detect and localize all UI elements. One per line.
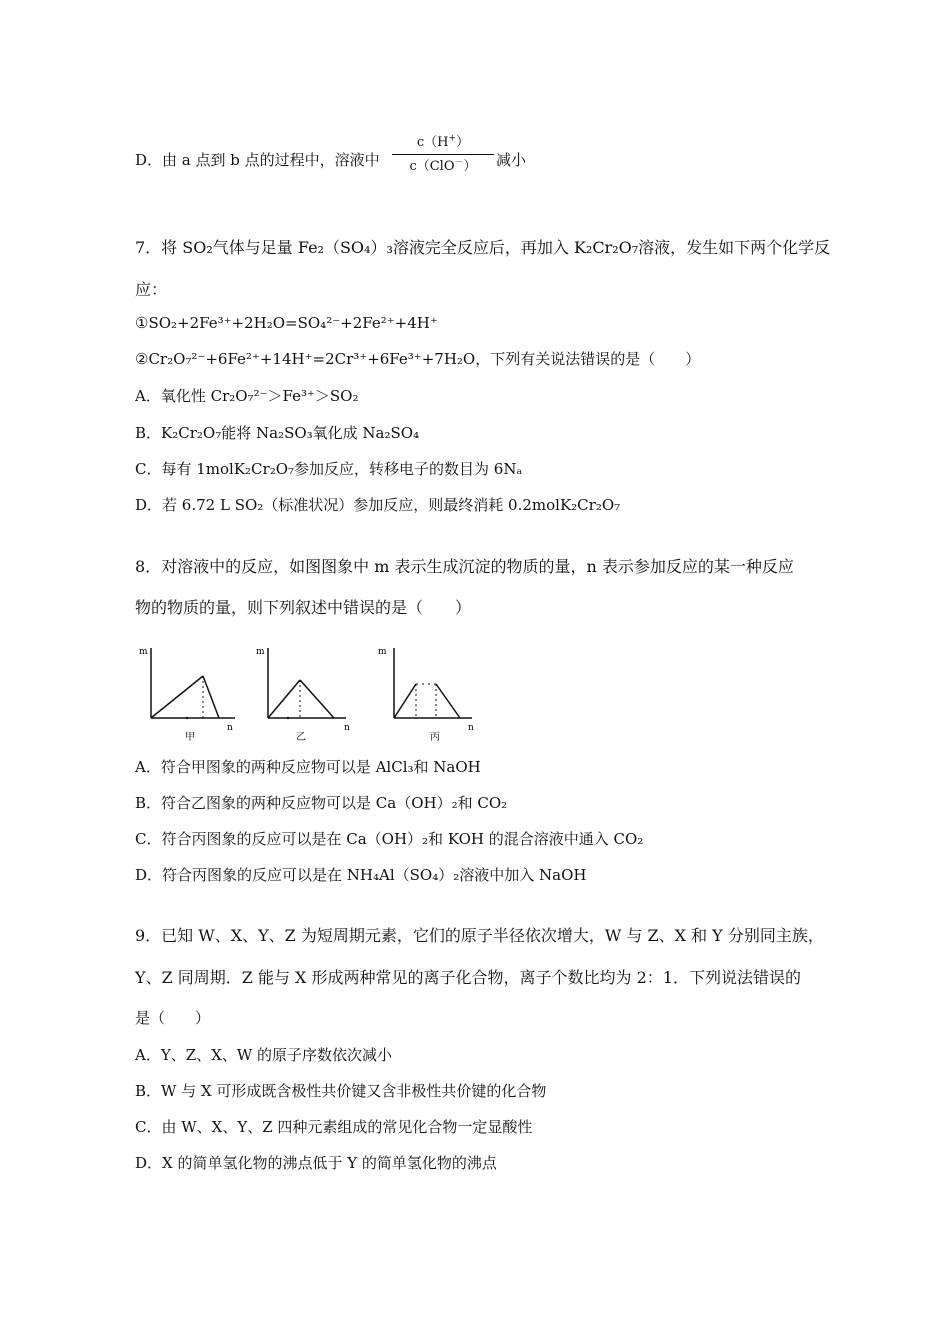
graph-jia-svg bbox=[135, 642, 245, 742]
x-label: n bbox=[344, 723, 350, 733]
tick-dot bbox=[287, 717, 289, 719]
q9-option-c: C．由 W、X、Y、Z 四种元素组成的常见化合物一定显酸性 bbox=[135, 1118, 533, 1136]
q6-option-d-suffix: 减小 bbox=[496, 151, 527, 169]
fall-line bbox=[203, 676, 219, 718]
fraction-expression bbox=[392, 132, 494, 177]
q7-option-d: D．若 6.72 L SO₂（标准状况）参加反应，则最终消耗 0.2molK₂Cr₂O₇ bbox=[135, 496, 621, 514]
q7-stem-line1: 7．将 SO₂气体与足量 Fe₂（SO₄）₃溶液完全反应后，再加入 K₂Cr₂O₇溶液，发生如下两个化学反 bbox=[135, 238, 831, 257]
q9-stem-line3: 是（ ） bbox=[135, 1009, 211, 1027]
rise-line bbox=[151, 676, 203, 718]
q9-option-b: B．W 与 X 可形成既含极性共价键又含非极性共价键的化合物 bbox=[135, 1082, 547, 1100]
q9-stem-line2: Y、Z 同周期．Z 能与 X 形成两种常见的离子化合物，离子个数比均为 2：1．下列说法错误的 bbox=[135, 968, 801, 987]
q9-option-a: A．Y、Z、X、W 的原子序数依次减小 bbox=[135, 1046, 393, 1064]
graph-yi bbox=[252, 642, 362, 742]
q7-option-a: A．氧化性 Cr₂O₇²⁻＞Fe³⁺＞SO₂ bbox=[135, 387, 359, 405]
q8-option-a: A．符合甲图象的两种反应物可以是 AlCl₃和 NaOH bbox=[135, 758, 481, 776]
rise-line bbox=[268, 680, 300, 718]
graph-bing-svg bbox=[372, 642, 482, 742]
fraction-numerator bbox=[392, 132, 494, 154]
caption: 乙 bbox=[296, 732, 306, 742]
q7-stem-line2: 应： bbox=[135, 280, 168, 299]
q7-equation-2: ②Cr₂O₇²⁻+6Fe²⁺+14H⁺=2Cr³⁺+6Fe³⁺+7H₂O，下列有关说法错误的是（ ） bbox=[135, 350, 701, 368]
graph-yi-svg bbox=[252, 642, 362, 742]
tick-dot bbox=[186, 717, 188, 719]
q9-stem-line1: 9．已知 W、X、Y、Z 为短周期元素，它们的原子半径依次增大，W 与 Z、X 和 Y 分别同主族， bbox=[135, 926, 824, 945]
q8-stem-line1: 8．对溶液中的反应，如图图象中 m 表示生成沉淀的物质的量，n 表示参加反应的某一种反应 bbox=[135, 557, 794, 576]
numerator-close: ） bbox=[456, 135, 470, 150]
x-label: n bbox=[468, 723, 474, 733]
q6-option-d-text: D．由 a 点到 b 点的过程中，溶液中 bbox=[135, 151, 380, 169]
y-label: m bbox=[139, 647, 148, 657]
q6-option-d bbox=[135, 150, 380, 170]
y-label: m bbox=[256, 647, 265, 657]
denominator-text: c（ClO bbox=[409, 159, 455, 174]
q7-option-b: B．K₂Cr₂O₇能将 Na₂SO₃氧化成 Na₂SO₄ bbox=[135, 424, 420, 442]
rise-line bbox=[394, 684, 416, 718]
q8-option-c: C．符合丙图象的反应可以是在 Ca（OH）₂和 KOH 的混合溶液中通入 CO₂ bbox=[135, 830, 644, 848]
x-label: n bbox=[227, 723, 233, 733]
q8-option-b: B．符合乙图象的两种反应物可以是 Ca（OH）₂和 CO₂ bbox=[135, 794, 508, 812]
graph-bing bbox=[372, 642, 482, 742]
fraction-denominator bbox=[392, 155, 494, 177]
numerator-sup: + bbox=[448, 133, 457, 144]
fall-line bbox=[300, 680, 334, 718]
caption: 丙 bbox=[430, 732, 440, 742]
graph-jia bbox=[135, 642, 245, 742]
q7-equation-1: ①SO₂+2Fe³⁺+2H₂O=SO₄²⁻+2Fe²⁺+4H⁺ bbox=[135, 314, 438, 332]
fall-line bbox=[436, 684, 460, 718]
caption: 甲 bbox=[185, 732, 195, 742]
denominator-close: ） bbox=[463, 159, 477, 174]
q8-stem-line2: 物的物质的量，则下列叙述中错误的是（ ） bbox=[135, 598, 472, 617]
numerator-text: c（H bbox=[416, 135, 449, 150]
y-label: m bbox=[378, 647, 387, 657]
q9-option-d: D．X 的简单氢化物的沸点低于 Y 的简单氢化物的沸点 bbox=[135, 1154, 497, 1172]
denominator-sup: － bbox=[454, 157, 464, 168]
q7-option-c: C．每有 1molK₂Cr₂O₇参加反应，转移电子的数目为 6Nₐ bbox=[135, 460, 523, 478]
q8-option-d: D．符合丙图象的反应可以是在 NH₄Al（SO₄）₂溶液中加入 NaOH bbox=[135, 866, 587, 884]
